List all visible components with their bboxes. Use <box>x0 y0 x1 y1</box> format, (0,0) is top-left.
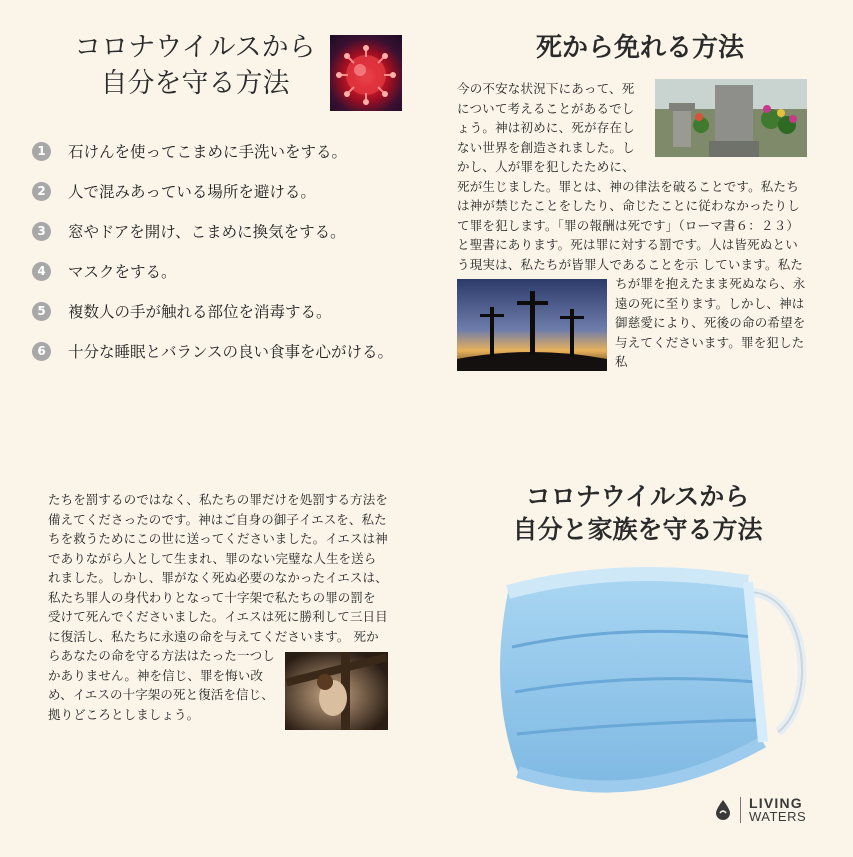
family-title-line1: コロナウイルスから <box>525 482 750 511</box>
step-number-badge: 2 <box>32 182 51 201</box>
continuation-paragraph-2: 死からあなたの命を守る方法はたった一つしかありません。神を信じ、罪を悔い改め、イエスの十字架の死と復活を信じ、拠りどころとしましょう。 <box>48 628 379 722</box>
living-waters-logo <box>714 794 824 826</box>
list-item <box>32 171 432 211</box>
continuation-paragraph-1: たちを罰するのではなく、私たちの罪だけを処罰する方法を備えてくださったのです。神はご自身の御子イエスを、私たちを救うためにこの世に送ってくださいました。イエスは神でありながら人として生まれ、罪のない完璧な人生を送られました。しかし、罪がなく死ぬ必要のなかったイエスは、私たち罪人の身代わりとなって十字架で私たちの罪の罰を受けて死んでくださいました。イエスは死に勝利して三日目に復活し、私たちに永遠の命を与えてくださいます。 <box>48 492 388 644</box>
logo-text-line1: LIVING <box>749 795 803 811</box>
list-item <box>32 331 432 371</box>
covid-steps-list <box>32 131 432 371</box>
crosses-image <box>457 279 607 371</box>
list-item <box>32 251 432 291</box>
escape-death-body <box>457 79 807 373</box>
list-item <box>32 291 432 331</box>
covid-steps-title <box>70 30 320 102</box>
escape-death-paragraph-1: 今の不安な状況下にあって、死について考えることがあるでしょう。神は初めに、死が存在しない世界を創造されました。しかし、人が罪を犯したために、死が生じました。罪とは、神の律法を破ることです。私たちは神が禁じたことをしたり、命じたことに従わなかったりして罪を犯します。「罪の報酬は死です」（ローマ書６：２３）と聖書にあります。死は罪に対する罰です。人は皆死ぬという現実は、私たちが皆罪人であることを示 <box>457 81 800 272</box>
covid-steps-title-line1: コロナウイルスから <box>74 32 316 63</box>
step-number-badge: 3 <box>32 222 51 241</box>
step-text: 人で混みあっている場所を避ける。 <box>68 183 316 201</box>
step-text: 石けんを使ってこまめに手洗いをする。 <box>68 143 348 161</box>
family-title-line2: 自分と家族を守る方法 <box>512 515 763 544</box>
escape-death-title: 死から免れる方法 <box>535 33 744 63</box>
water-drop-icon <box>714 799 732 821</box>
step-text: マスクをする。 <box>68 263 177 281</box>
step-text: 複数人の手が触れる部位を消毒する。 <box>68 303 332 321</box>
escape-death-paragraph-2: しています。私たちが罪を抱えたまま死ぬなら、永遠の死に至ります。しかし、神は御慈愛により、死後の命の希望を与えてくださいます。罪を犯した私 <box>615 256 806 369</box>
continuation-body <box>48 490 388 730</box>
logo-text-line2: WATERS <box>749 809 807 824</box>
face-mask-image <box>478 552 818 822</box>
step-text: 十分な睡眠とバランスの良い食事を心がける。 <box>68 343 394 361</box>
step-number-badge: 1 <box>32 142 51 161</box>
step-number-badge: 5 <box>32 302 51 321</box>
step-number-badge: 4 <box>32 262 51 281</box>
family-title <box>500 480 775 546</box>
grave-image <box>655 79 807 157</box>
step-number-badge: 6 <box>32 342 51 361</box>
crucifixion-image <box>285 652 388 730</box>
list-item <box>32 131 432 171</box>
step-text: 窓やドアを開け、こまめに換気をする。 <box>68 223 346 241</box>
list-item <box>32 211 432 251</box>
virus-image <box>330 35 402 111</box>
covid-steps-title-line2: 自分を守る方法 <box>100 68 290 99</box>
